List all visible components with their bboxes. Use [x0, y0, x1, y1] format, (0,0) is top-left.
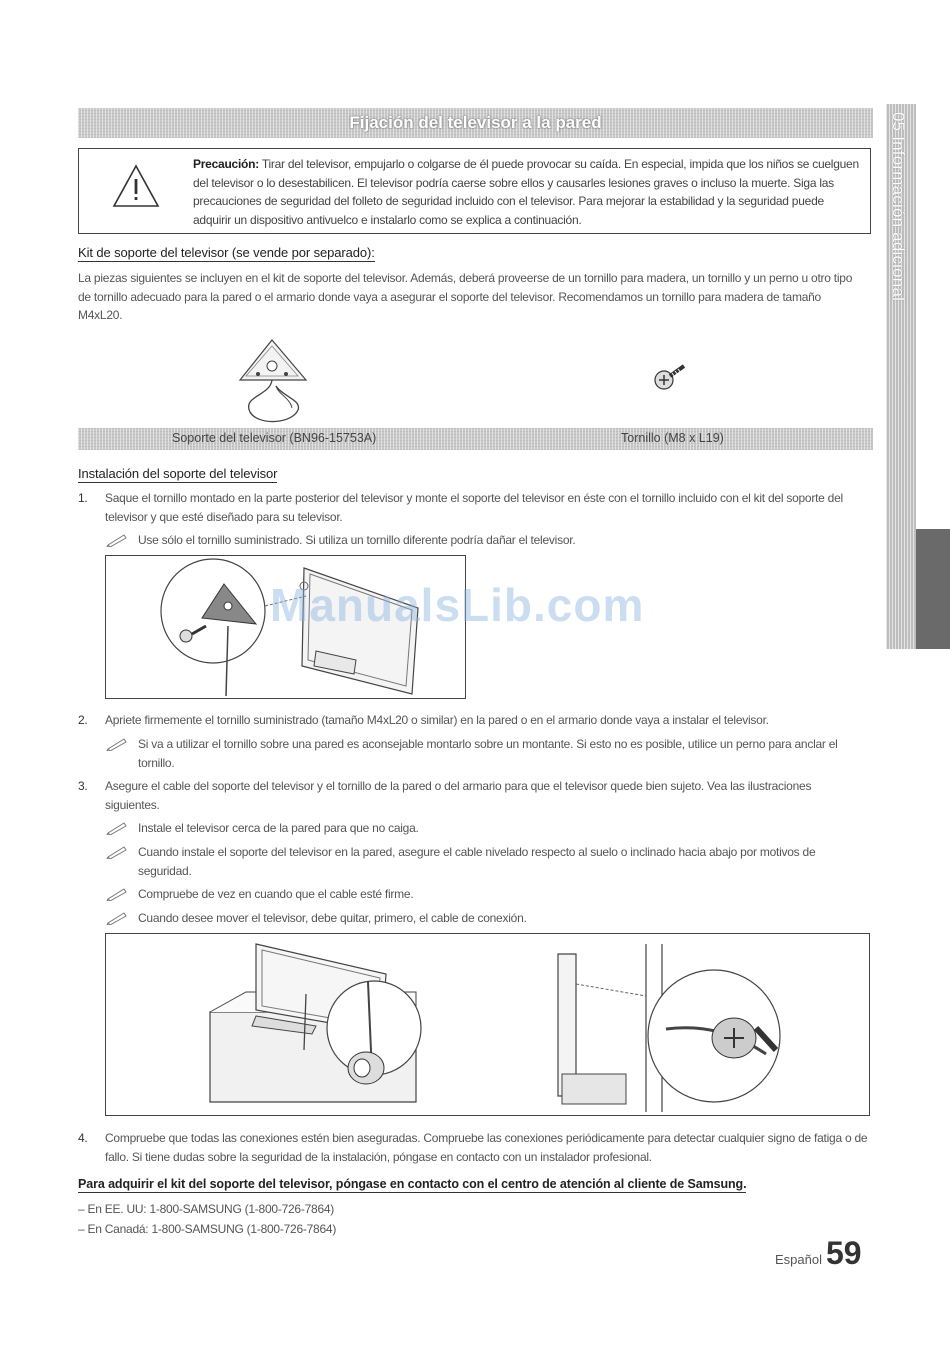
side-tab-marker: [916, 529, 950, 649]
note-text: Instale el televisor cerca de la pared para que no caiga.: [138, 821, 419, 835]
note-pen-icon: [106, 821, 128, 835]
warning-icon: [111, 163, 161, 209]
note: [138, 909, 858, 928]
install-heading: Instalación del soporte del televisor: [78, 466, 278, 481]
note-pen-icon: [106, 845, 128, 859]
figure-cable-securing: [105, 933, 870, 1116]
step-3: [78, 777, 865, 814]
parts-label-bar: [78, 428, 873, 450]
kit-heading: Kit de soporte del televisor (se vende por separado):: [78, 245, 375, 260]
side-tab-label: [888, 112, 916, 412]
step-number: 1.: [78, 491, 88, 505]
part-label-holder: Soporte del televisor (BN96-15753A): [172, 431, 377, 445]
contact-line-canada: – En Canadá: 1-800-SAMSUNG (1-800-726-7864): [78, 1222, 337, 1236]
footer-language: Español: [775, 1252, 822, 1267]
note-pen-icon: [106, 911, 128, 925]
caution-label: Precaución:: [193, 157, 259, 171]
chapter-side-tab: [886, 104, 950, 649]
note: [138, 843, 858, 880]
step-number: 4.: [78, 1131, 88, 1145]
note-pen-icon: [106, 887, 128, 901]
chapter-label: 05 Información adicional: [889, 112, 908, 302]
note-pen-icon: [106, 533, 128, 547]
step-text: Saque el tornillo montado en la parte posterior del televisor y monte el soporte del televisor en éste con el tornillo incluido con el kit del soporte del televisor y que esté diseñado para su televisor.: [105, 491, 843, 524]
page-number: 59: [826, 1235, 862, 1271]
caution-body: Tirar del televisor, empujarlo o colgarse de él puede provocar su caída. En especial, impida que los niños se cuelguen del televisor o lo desestabilicen. El televisor podría caerse sobre ellos y causarles lesiones graves o incluso la muerte. Siga las precauciones de seguridad del folleto de seguridad incluido con el televisor. Para mejorar la estabilidad y la seguridad puede adquirir un dispositivo antivuelco e instalarlo como se explica a continuación.: [193, 157, 859, 227]
page-title: Fijación del televisor a la pared: [349, 113, 602, 132]
tv-holder-illustration: [232, 336, 316, 428]
cable-securing-illustration: [106, 934, 869, 1115]
step-number: 2.: [78, 713, 88, 727]
contact-line-us: – En EE. UU: 1-800-SAMSUNG (1-800-726-7864): [78, 1202, 335, 1216]
note-text: Si va a utilizar el tornillo sobre una pared es aconsejable montarlo sobre un montante. Si esto no es posible, utilice un perno para anclar el tornillo.: [138, 737, 838, 770]
caution-text: [193, 155, 865, 229]
part-label-screw: Tornillo (M8 x L19): [621, 431, 724, 445]
step-text: Compruebe que todas las conexiones estén bien aseguradas. Compruebe las conexiones periódicamente para detectar cualquier signo de fatiga o de fallo. Si tiene dudas sobre la seguridad de la instalación, póngase en contacto con un instalador profesional.: [105, 1131, 868, 1164]
step-number: 3.: [78, 779, 88, 793]
step-text: Apriete firmemente el tornillo suministrado (tamaño M4xL20 o similar) en la pared o en el armario donde vaya a instalar el televisor.: [105, 713, 769, 727]
kit-paragraph: La piezas siguientes se incluyen en el kit de soporte del televisor. Además, deberá proveerse de un tornillo para madera, un tornillo y un perno u otro tipo de tornillo adecuado para la pared o el armario donde vaya a asegurar el soporte del televisor. Recomendamos un tornillo para madera de tamaño M4xL20.: [78, 271, 853, 322]
note-text: Use sólo el tornillo suministrado. Si utiliza un tornillo diferente podría dañar el televisor.: [138, 533, 576, 547]
step-text: Asegure el cable del soporte del televisor y el tornillo de la pared o del armario para que el televisor quede bien sujeto. Vea las ilustraciones siguientes.: [105, 779, 812, 812]
screw-illustration: [650, 360, 690, 396]
note: [138, 819, 858, 838]
note: [138, 735, 858, 772]
note-text: Cuando instale el soporte del televisor en la pared, asegure el cable nivelado respecto al suelo o inclinado hacia abajo por motivos de seguridad.: [138, 845, 816, 878]
caution-box: [78, 148, 871, 234]
step-2: [78, 711, 865, 730]
note: [138, 531, 858, 550]
step-4: [78, 1129, 870, 1166]
note-text: Cuando desee mover el televisor, debe quitar, primero, el cable de conexión.: [138, 911, 527, 925]
note-text: Compruebe de vez en cuando que el cable esté firme.: [138, 887, 414, 901]
contact-heading: Para adquirir el kit del soporte del televisor, póngase en contacto con el centro de atención al cliente de Samsung.: [78, 1177, 747, 1191]
note-pen-icon: [106, 737, 128, 751]
note: [138, 885, 858, 904]
section-title-bar: [78, 108, 873, 138]
watermark: ManualsLib.com: [270, 579, 645, 631]
step-1: [78, 489, 865, 526]
